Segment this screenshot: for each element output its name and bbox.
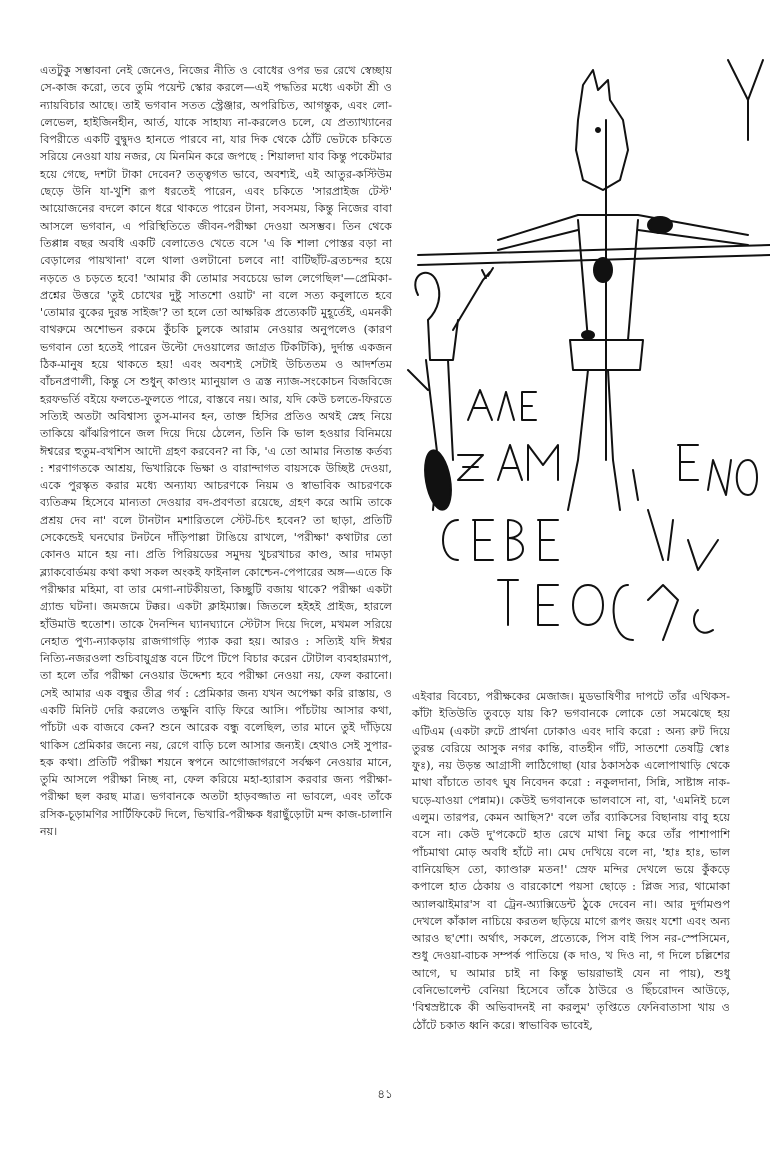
left-text-column (40, 62, 392, 840)
right-paragraph: এইবার বিবেচ্য, পরীক্ষকের মেজাজ। মুডভাষিণীর দাপটে তাঁর এথিকস-কাঁটা ইতিউতি তুবড়ে যায় কি? ভগবানকে লোকে তো সমঝেছে হয় এটিএম (একটা রুটে প্রার্থনা ঢোকাও এবং দাবি করো : অন্য রুট দিয়ে তুরন্ত বেরিয়ে আসুক নগর কান্তি, বাতহীন গাঁট, সাতশো তেষট্টি স্বোঃ ফুঃ), নয় উড়ন্ত আগ্রাসী লাঠিগোছা (যার ঠকাসঠক এলোপাথাড়ি থেকে মাথা বাঁচাতে তাবৎ ঘুষ নিবেদন করো : নকুলদানা, সিন্নি, সাষ্টাঙ্গ নাক-ঘড়ে-যাওয়া পেন্নাম)। কেউই ভগবানকে ভালবাসে না, বা, 'এমনিই চলে এলুম। তারপর, কেমন আছিস?' বলে তাঁর ব্যাকিসের বিছানায় বাবু হয়ে বসে না। কেউ দু'পকেটে হাত রেখে মাথা নিচু করে তাঁর পাশাপাশি পাঁচমাথা মোড় অবধি হাঁটে না। মেঘ দেখিয়ে বলে না, 'হাঃ হাঃ, ভাল বানিয়েছিস তো, ক্যাণ্ডারু মতন!' স্রেফ মন্দির দেখলে ভয়ে কুঁকড়ে কপালে হাত ঠেকায় ও বারকোশে পয়সা ছোড়ে : প্লিজ স্যর, থামোকা অ্যালঝাইমার'স বা ট্রেন-অ্যাক্সিডেন্ট ঠুকে দেবেন না। আর দুর্গামণ্ডপ দেখলে কাঁকাল নাচিয়ে করতল ছড়িয়ে মাগে রূপং জয়ং যশো এবং অন্য আরও ছ'শো। অর্থাৎ, সকলে, প্রত্যেকে, পিস বাই পিস নর-স্পেসিমেন, শুধু দেওয়া-বাচক সম্পর্ক পাতিয়ে (ক দাও, খ দিও না, গ দিলে চল্লিশের আগে, ঘ আমার চাই না কিন্তু ভায়রাভাই যেন না পায়), শুধু বেনিভোলেন্ট বেনিয়া হিসেবে তাঁকে ঠাউরে ও ছিঁচরোদন আউড়ে, 'বিশ্বস্রষ্টাকে কী অভিবাদনই না করলুম' তৃপ্তিতে ফেনিবাতাসা খায় ও ঠোঁটে চকাত ধ্বনি করে। স্বাভাবিক ভাবেই, (412, 690, 730, 1032)
page-number: ৪১ (377, 1087, 393, 1101)
left-paragraph: এতটুকু সম্ভাবনা নেই জেনেও, নিজের নীতি ও বোধের ওপর ভর রেখে স্বেচ্ছায় সে-কাজ করো, তবে তুমি পয়েন্ট স্কোর করলে—এই পদ্ধতির মধ্যে একটা শ্রী ও ন্যায়বিচার আছে। তাই ভগবান সতত স্ট্রেঞ্জার, অপরিচিত, আগন্তুক, এবং লো-লেভেল, হাইজিনহীন, আর্ত, যাকে সাহায্য না-করলেও চলে, যে প্রত্যাখ্যানের বিপরীতে একটি বুদ্বুদও হানতে পারবে না, যার দিক থেকে ঠোঁট ভেটকে চকিতে সরিয়ে নেওয়া যায় নজর, যে মিনমিন করে জপছে : শিয়ালদা যাব কিন্তু পকেটমার হয়ে গেছে, দশটা টাকা দেবেন? তত্ত্বগত ভাবে, অবশ্যই, এই আতুর-কস্টিউম ছেড়ে উনি যা-খুশি রূপ ধরতেই পারেন, এবং চকিতে 'সারপ্রাইজ টেস্ট' আয়োজনের বদলে কানে ধরে থাকতে পারেন টানা, সবসময়, কিন্তু নিজের বাবা আসলে ভগবান, এ পরিস্থিতিতে জীবন-পরীক্ষা দেওয়া অসম্ভব। তিন থেকে তিপ্পান্ন বছর অবধি একটি বেলাতেও খেতে বসে 'এ কি শালা পোস্তর বড়া না বেড়ালের পায়খানা' বলে থালা ওলটানো চলবে না! বাটিছাঁট-ব্রতচন্দর হয়ে নড়তে ও চড়তে হবে! 'আমার কী তোমার সবচেয়ে ভাল লেগেছিল'—প্রেমিকা-প্রশ্নের উত্তরে 'তুই চোখের দুষ্টু সাতশো ওয়াট' না বলে সত্য কবুলাতে হবে 'তোমার বুকের দুরন্ত সাইজ'? তা হলে তো আক্ষরিক প্রত্যেকটি মুহূর্তেই, এমনকী বাথরুমে অশোভন রকমে কুঁচকি চুলকে আরাম নেওয়ার অনুপলেও (কারণ ভগবান তো হতেই পারেন উল্টো দেওয়ালের জাগ্রত টিকটিকি), দুর্দান্ত একজন ঠিক-মানুষ হয়ে থাকতে হয়! এবং অবশ্যই সেটাই উচিততম ও আদর্শতম বাঁচনপ্রণালী, কিন্তু সে শুধুন্ কাণ্ড্যং ম্যানুয়াল ও ত্রস্ত ন্যাজ-সংকোচন বিজবিজে হরফভর্তি বইয়ে ফলতে-ফুলতে পারে, বাস্তবে নয়। আর, যদি কেউ চলতে-ফিরতে সত্যিই অতটা অবিশ্বাস্য তুস-মানব হন, তাক্ত হিসির প্রতিও অথই স্নেহ নিয়ে তাকিয়ে ঝাঁঝরিপানে জল দিয়ে দিয়ে ঠেলেন, তিনি কি ভাল হওয়ার বিনিময়ে ঈশ্বরের হুতুম-বখশিস আদৌ গ্রহণ করবেন? না কি, 'এ তো আমার নিতান্ত কর্তব্য : শরণাগতকে আশ্রয়, ভিখারিকে ভিক্ষা ও বারান্দাগত বায়সকে উচ্ছিষ্ট দেওয়া, একে পুরস্কৃত করার মধ্যে অন্যায্য আচরণকে নিয়ম ও স্বাভাবিক আচরণকে ব্যতিক্রম হিসেবে মান্যতা দেওয়ার বদ-প্রবণতা রয়েছে, গ্রহণ করে আমি তাকে প্রশ্রয় দেব না' বলে টানটান মশারিতলে স্টেট-চিৎ হবেন? তা ছাড়া, প্রতিটি সেকেন্ডেই ঘনঘোর টনটনে দাঁড়িপাল্লা টাঙিয়ে রাখলে, 'পরীক্ষা' কথাটার তো কোনও মানে হয় না। প্রতি পিরিয়ডের সমুদয় খুচরখাচর কাণ্ড, আর দামড়া ব্ল্যাকবোর্ডময় কথা কথা সকল অংকই ফাইনাল কোশ্চেন-পেপারের অঙ্গ—এতে কি পরীক্ষার মহিমা, বা তার মেগা-নাটকীয়তা, কিচ্ছুটি বজায় থাকে? পরীক্ষা একটা গ্র্যান্ড ঘটনা। জমজমে টক্কর। একটা ক্লাইম্যাক্স। জিতলে হইহই প্রাইজ, হারলে হাঁউমাউ হুতোশ। তাকে দৈনন্দিন ঘ্যানঘ্যানে স্টেটাস দিয়ে দিলে, মখমল সরিয়ে নেহাত পুণ্য-ন্যাকড়ায় রাজগাগড়ি প্যাক করা হয়। আরও : সত্যিই যদি ঈশ্বর নিত্যি-নজরওলা শুচিবায়ুগ্রস্ত বনে টিপে টিপে বিচার করেন টোটাল ব্যবহারম্যাপ, তা হলে তাঁর পরীক্ষা নেওয়ার উদ্দেশ্য হবে পরীক্ষা নেওয়া নয়, ফেল করানো। সেই আমার এক বন্ধুর তীব্র গর্ব : প্রেমিকার জন্য যখন অপেক্ষা করি রাস্তায়, ও একটি মিনিট দেরি করলেও তক্ষুনি বাড়ি ফিরে আসি। পাঁচটায় আসার কথা, পাঁচটা এক বাজবে কেন? শুনে আরেক বন্ধু বলেছিল, তার মানে তুই দাঁড়িয়ে থাকিস প্রেমিকার জন্যে নয়, রেগে বাড়ি চলে আসার জন্যই। হেথাও সেই সুপার-হক কথা। প্রতিটি পরীক্ষা শয়নে স্বপনে আগোজাগরণে সর্বক্ষণ নেওয়ার মানে, তুমি আসলে পরীক্ষা নিচ্ছ না, ফেল করিয়ে মহা-হ্যারাস করবার জন্য পরীক্ষা-পরীক্ষা ছল করছ মাত্র। ভগবানকে অতটা হাড়বজ্জাত না ভাবলে, এবং তাঁকে রসিক-চূড়ামণির সার্টিফিকেট দিলে, ভিখারি-পরীক্ষক ধরাছুঁড়োটা মন্দ কাজ-চালানি নয়। (40, 64, 392, 839)
right-text-column (412, 688, 730, 1034)
alexamenos-graffito-illustration (398, 40, 770, 682)
